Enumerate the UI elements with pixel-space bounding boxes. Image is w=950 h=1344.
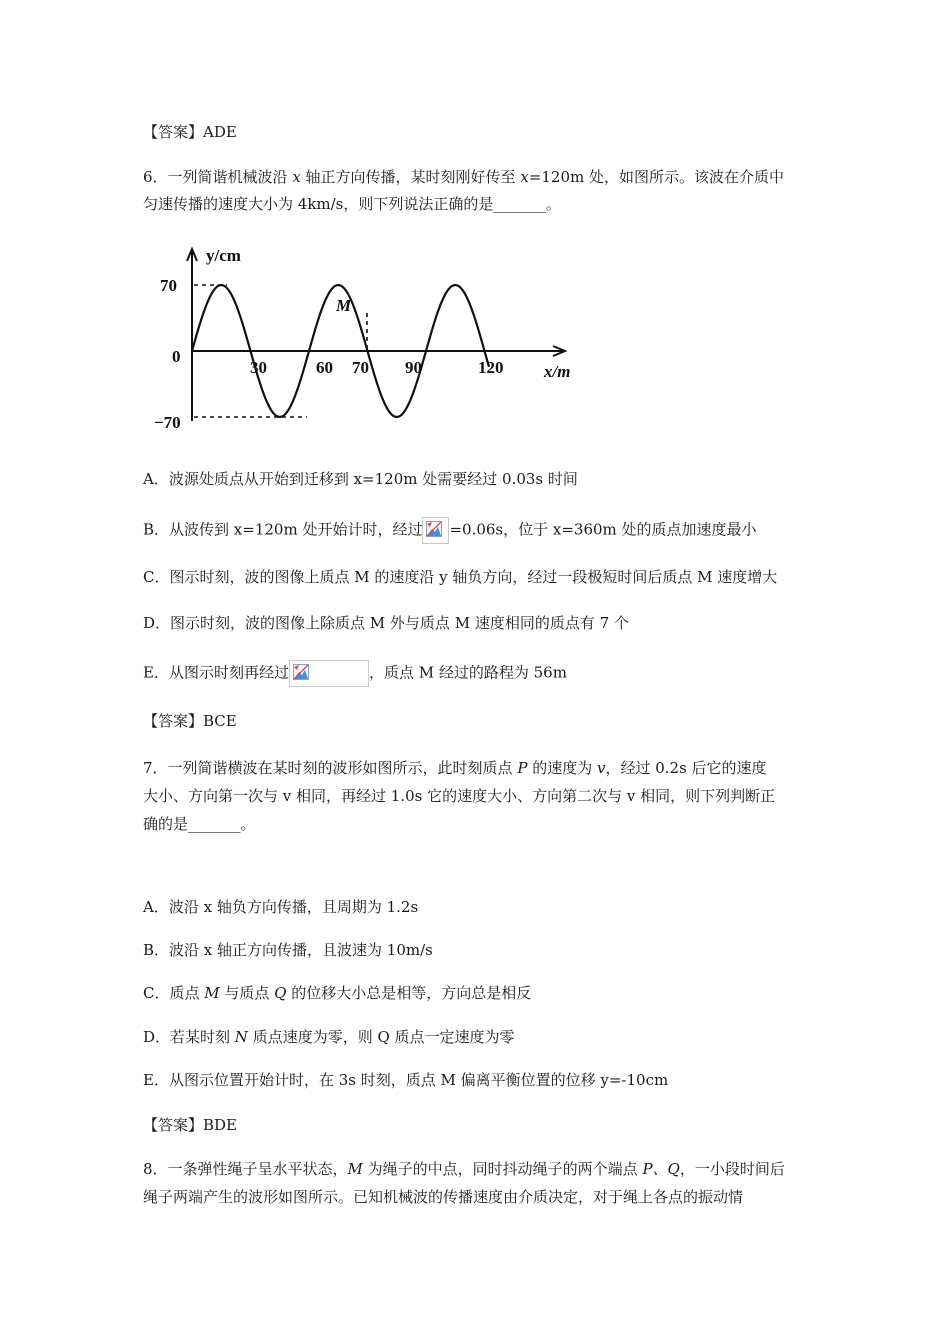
q7-stem-text: 的速度为 [527,759,597,777]
q8-stem-line2: 绳子两端产生的波形如图所示。已知机械波的传播速度由介质决定，对于绳上各点的振动情 [143,1188,744,1206]
x-tick-70: 70 [352,358,369,377]
q7-stem-text: ，经过 0.2s 后它的速度 [605,759,767,777]
broken-image-icon [422,517,449,544]
q7-var-v: v [596,759,606,777]
x-tick-120: 120 [478,358,504,377]
q7-stem-line2: 大小、方向第一次与 v 相同，再经过 1.0s 它的速度大小、方向第二次与 v 相同，则下列判断正 [143,787,776,805]
y-tick-70: 70 [160,276,177,295]
point-m-label: M [336,296,352,315]
q6-var-x: x [520,168,529,186]
q6-stem-end: 。 [545,195,561,213]
q6-stem-text: =120m 处，如图所示。该波在介质中 [528,168,784,186]
q6-option-d: D．图示时刻，波的图像上除质点 M 外与质点 M 速度相同的质点有 7 个 [143,614,629,632]
q6-option-e-text: ，质点 M 经过的路程为 56m [368,663,567,682]
q6-option-b-text: B．从波传到 x=120m 处开始计时，经过 [143,520,423,539]
x-tick-60: 60 [316,358,333,377]
q7-answer-blank: _______ [188,815,241,833]
q6-option-e-text: E．从图示时刻再经过 [143,663,289,682]
q6-answer: 【答案】BCE [143,712,237,730]
q5-answer: 【答案】ADE [143,123,237,141]
q6-option-b [143,517,757,544]
q7-var-m: M [204,984,220,1002]
q8-stem-line1 [143,1158,785,1180]
q6-stem-text: 6．一列简谐机械波沿 [143,168,293,186]
wave-graph-figure [154,243,580,433]
q8-stem-text: 为绳子的中点，同时抖动绳子的两个端点 [362,1160,643,1178]
q8-var-pq: P、Q [642,1160,680,1178]
q6-option-b-text: =0.06s，位于 x=360m 处的质点加速度最小 [449,520,757,539]
q7-var-n: N [234,1028,248,1046]
q6-stem-text: 匀速传播的速度大小为 4km/s，则下列说法正确的是 [143,195,494,213]
q7-stem-text: 7．一列简谐横波在某时刻的波形如图所示，此时刻质点 [143,759,518,777]
q6-option-c: C．图示时刻，波的图像上质点 M 的速度沿 y 轴负方向，经过一段极短时间后质点 M 速度增大 [143,568,778,586]
q7-option-d-text: D．若某时刻 [143,1028,235,1046]
x-tick-90: 90 [405,358,422,377]
q6-answer-blank: _______ [493,195,546,213]
broken-image-icon [289,660,369,687]
q8-stem-text: 8．一条弹性绳子呈水平状态， [143,1160,348,1178]
q7-option-c-text: 的位移大小总是相等，方向总是相反 [286,984,532,1002]
q7-var-q: Q [274,984,287,1002]
q7-option-c-text: C．质点 [143,984,205,1002]
x-tick-30: 30 [250,358,267,377]
q7-option-d-text: 质点速度为零，则 Q 质点一定速度为零 [247,1028,515,1046]
q6-stem-text: 轴正方向传播，某时刻刚好传至 [300,168,521,186]
q8-var-m: M [347,1160,363,1178]
y-tick-neg70: −70 [154,413,181,432]
q7-option-e: E．从图示位置开始计时，在 3s 时刻，质点 M 偏离平衡位置的位移 y=-10cm [143,1071,669,1089]
y-axis-label: y/cm [206,246,241,265]
q6-var-x: x [292,168,301,186]
q7-stem-end: 。 [240,815,256,833]
q6-stem-line2 [143,193,561,215]
q7-option-c [143,982,531,1004]
q6-stem-line1 [143,166,784,188]
q7-stem-text: 确的是 [143,815,189,833]
q8-stem-text: ，一小段时间后 [679,1160,785,1178]
q7-option-a: A．波沿 x 轴负方向传播，且周期为 1.2s [143,898,419,916]
q6-option-a: A．波源处质点从开始到迁移到 x=120m 处需要经过 0.03s 时间 [143,470,578,488]
q7-option-c-text: 与质点 [219,984,275,1002]
q6-option-e [143,660,567,687]
x-axis-label: x/m [544,362,571,381]
q7-stem-line3 [143,813,256,835]
q7-stem-line1 [143,757,767,779]
q7-answer: 【答案】BDE [143,1116,237,1134]
q7-var-p: P [517,759,528,777]
q7-option-b: B．波沿 x 轴正方向传播，且波速为 10m/s [143,941,433,959]
q7-option-d [143,1026,515,1048]
y-tick-0: 0 [172,347,181,366]
